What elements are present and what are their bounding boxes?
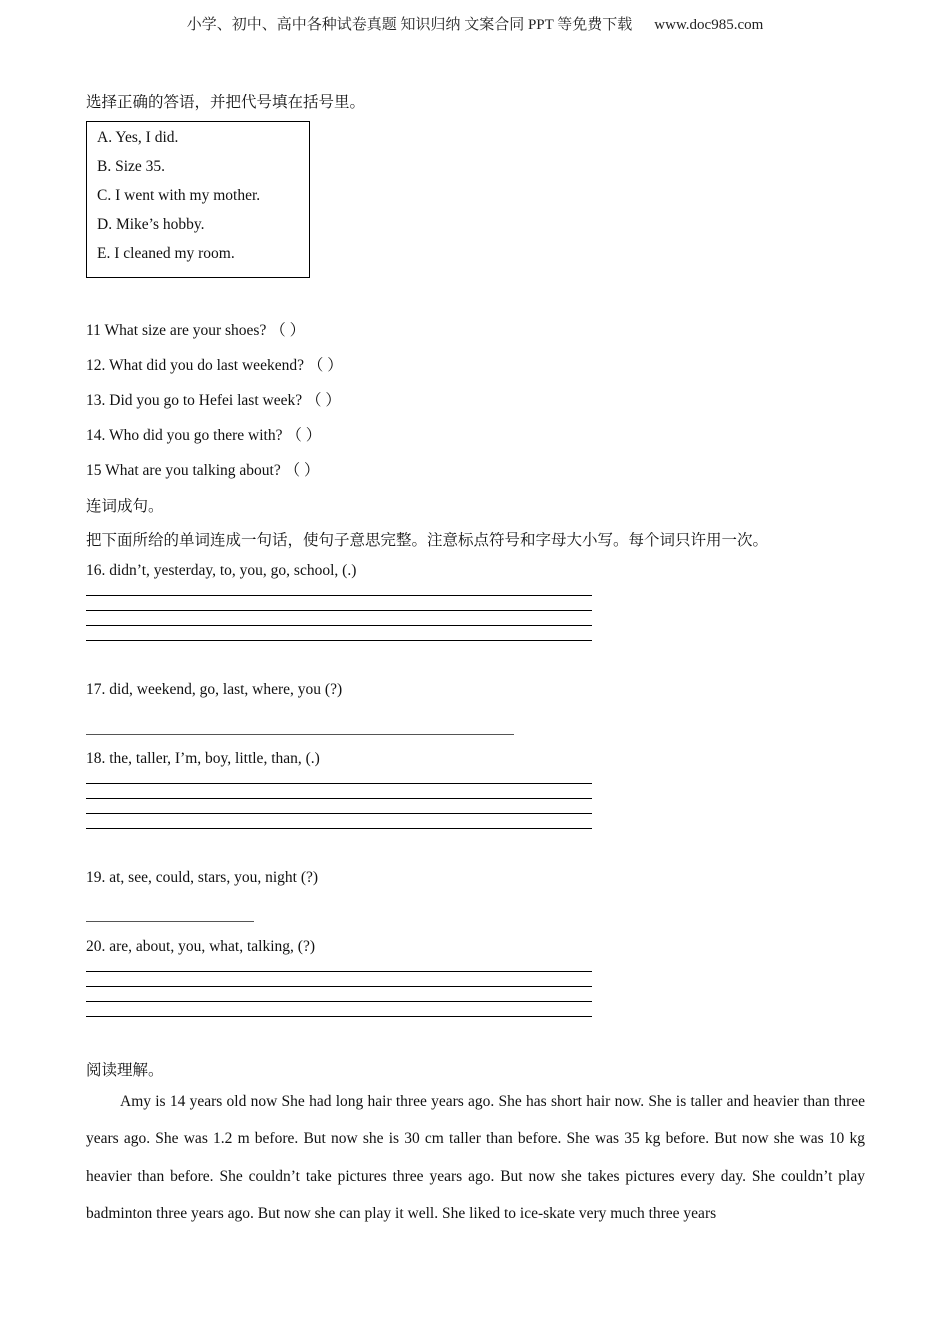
answer-line: [86, 813, 592, 814]
section3-title: 阅读理解。: [86, 1062, 164, 1079]
section2-title: 连词成句。: [86, 498, 164, 515]
question-14: 14. Who did you go there with? （ ）: [86, 427, 322, 444]
page-header: [0, 13, 950, 34]
option-c: C. I went with my mother.: [97, 187, 261, 204]
answer-line: [86, 734, 514, 735]
question-12: 12. What did you do last weekend? （ ）: [86, 357, 343, 374]
item-18: 18. the, taller, I’m, boy, little, than, (.): [86, 750, 320, 767]
reading-passage: Amy is 14 years old now She had long hair three years ago. She has short hair now. She is taller and heavier than three years ago. She was 1.2 m before. But now she is 30 cm taller than before. She was 35 kg before. But now she was 10 kg heavier than before. She couldn’t take pictures three years ago. But now she takes pictures every day. She couldn’t play badminton three years ago. But now she can play it well. She liked to ice-skate very much three years: [86, 1093, 865, 1222]
answer-line: [86, 971, 592, 972]
option-a: A. Yes, I did.: [97, 129, 179, 146]
option-e: E. I cleaned my room.: [97, 245, 235, 262]
answer-line: [86, 828, 592, 829]
answer-line: [86, 1016, 592, 1017]
answer-line: [86, 986, 592, 987]
options-box: [86, 121, 310, 278]
item-17: 17. did, weekend, go, last, where, you (?): [86, 681, 343, 698]
header-site: www.doc985.com: [654, 17, 764, 33]
answer-line: [86, 610, 592, 611]
answer-line: [86, 783, 592, 784]
section2-instruction: 把下面所给的单词连成一句话，使句子意思完整。注意标点符号和字母大小写。每个词只许用一次。: [86, 532, 769, 549]
answer-line: [86, 921, 254, 922]
question-11: 11 What size are your shoes? （ ）: [86, 322, 306, 339]
answer-line: [86, 798, 592, 799]
answer-line: [86, 595, 592, 596]
option-d: D. Mike’s hobby.: [97, 216, 205, 233]
answer-line: [86, 1001, 592, 1002]
item-16: 16. didn’t, yesterday, to, you, go, school, (.): [86, 562, 357, 579]
item-20: 20. are, about, you, what, talking, (?): [86, 938, 315, 955]
answer-line: [86, 625, 592, 626]
section1-instruction: 选择正确的答语，并把代号填在括号里。: [86, 94, 366, 111]
question-13: 13. Did you go to Hefei last week? （ ）: [86, 392, 341, 409]
header-text: 小学、初中、高中各种试卷真题 知识归纳 文案合同 PPT 等免费下载: [186, 17, 633, 33]
question-15: 15 What are you talking about? （ ）: [86, 462, 320, 479]
option-b: B. Size 35.: [97, 158, 166, 175]
answer-line: [86, 640, 592, 641]
item-19: 19. at, see, could, stars, you, night (?): [86, 869, 319, 886]
